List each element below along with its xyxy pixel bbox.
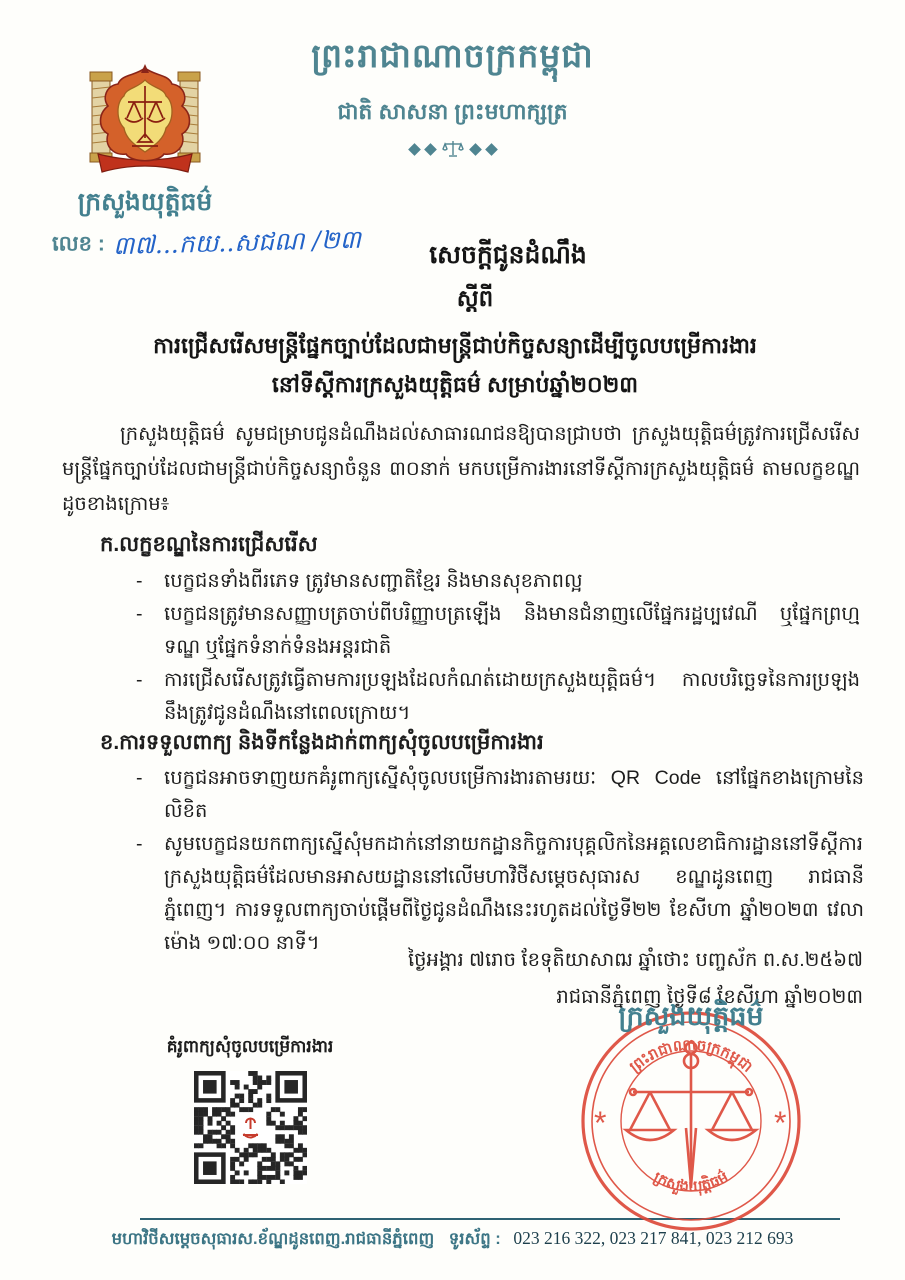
footer-address: មហាវិថីសម្តេចសុធារស.ខ័ណ្ឌដូនពេញ.រាជធានីភ្នំពេញ <box>111 1230 435 1248</box>
ornament-diamond-icon <box>408 143 421 156</box>
reference-label: លេខ : <box>52 232 105 256</box>
ornament-diamond-icon <box>469 143 482 156</box>
place-date-line: រាជធានីភ្នំពេញ ថ្ងៃទី៨ ខែសីហា ឆ្នាំ២០២៣ <box>556 986 863 1008</box>
document-title <box>60 240 850 400</box>
instruction-item: - សូមបេក្ខជនយកពាក្យស្នើសុំមកដាក់នៅនាយកដ្ឋានកិច្ចការបុគ្គលិកនៃអគ្គលេខាធិការដ្ឋាននៅទីស្តីការក្រសួងយុត្តិធម៌ដែលមានអាសយដ្ឋាននៅលើមហាវិថីសម្តេចសុធារស ខណ្ឌដូនពេញ រាជធានីភ្នំពេញ។ ការទទួលពាក្យចាប់ផ្តើមពីថ្ងៃជូនដំណឹងនេះរហូតដល់ថ្ងៃទី២២ ខែសីហា ឆ្នាំ២០២៣ វេលាម៉ោង ១៧:០០ នាទី។ <box>136 828 864 960</box>
ornament-scales-icon <box>442 140 464 158</box>
footer-phone-numbers: 023 216 322, 023 217 841, 023 212 693 <box>513 1228 794 1248</box>
section-a-heading: ក.លក្ខខណ្ឌនៃការជ្រើសរើស <box>100 533 318 556</box>
condition-item: - បេក្ខជនទាំងពីរភេទ ត្រូវមានសញ្ជាតិខ្មែរ និងមានសុខភាពល្អ <box>136 565 860 598</box>
section-a-bullet-list <box>136 565 860 730</box>
intro-paragraph: ក្រសួងយុត្តិធម៌ សូមជម្រាបជូនដំណឹងដល់សាធារណជនឱ្យបានជ្រាបថា ក្រសួងយុត្តិធម៌ត្រូវការជ្រើសរើសមន្ត្រីផ្នែកច្បាប់ដែលជាមន្ត្រីជាប់កិច្ចសន្យាចំនួន ៣០នាក់ មកបម្រើការងារនៅទីស្តីការក្រសួងយុត្តិធម៌ តាមលក្ខខណ្ឌដូចខាងក្រោម៖ <box>62 423 860 515</box>
ornament-diamond-icon <box>424 143 437 156</box>
bullet-dash: - <box>136 669 143 691</box>
section-b-bullet-list <box>136 762 864 960</box>
ministry-logo-block <box>68 62 222 223</box>
title-subject-line2: នៅទីស្តីការក្រសួងយុត្តិធម៌ សម្រាប់ឆ្នាំ២០២៣ <box>271 372 639 397</box>
ministry-of-justice-emblem-icon <box>78 62 212 178</box>
title-subject-line1: ការជ្រើសរើសមន្ត្រីផ្នែកច្បាប់ដែលជាមន្ត្រីជាប់កិច្ចសន្យាដើម្បីចូលបម្រើការងារ <box>153 333 757 358</box>
bullet-dash: - <box>136 833 143 855</box>
reference-number-handwritten: ៣៧...កយ..សជណ /២៣ <box>112 224 362 261</box>
stamp-star-right: * <box>774 1105 787 1141</box>
title-announcement: សេចក្តីជូនដំណឹង <box>429 241 587 269</box>
condition-item: - បេក្ខជនត្រូវមានសញ្ញាបត្រចាប់ពីបរិញ្ញាបត្រឡើង និងមានជំនាញលើផ្នែករដ្ឋប្បវេណី ឬផ្នែកព្រហ្មទណ្ឌ ឬផ្នែកទំនាក់ទំនងអន្តរជាតិ <box>136 598 860 664</box>
condition-item: - ការជ្រើសរើសត្រូវធ្វើតាមការប្រឡងដែលកំណត់ដោយក្រសួងយុត្តិធម៌។ កាលបរិច្ឆេទនៃការប្រឡងនឹងត្រូវជូនដំណឹងនៅពេលក្រោយ។ <box>136 664 860 730</box>
ministry-seal-stamp-icon <box>578 1008 804 1234</box>
section-b-heading: ខ.ការទទួលពាក្យ និងទីកន្លែងដាក់ពាក្យសុំចូលបម្រើការងារ <box>100 731 544 754</box>
kingdom-title: ព្រះរាជាណាចក្រកម្ពុជា <box>311 37 594 74</box>
stamp-ring-bottom-text: ក្រសួងយុត្តិធម៌ <box>650 1168 732 1196</box>
qr-code <box>194 1071 307 1184</box>
lunar-date-line: ថ្ងៃអង្គារ ៧រោច ខែទុតិយាសាឍ ឆ្នាំថោះ បញ្ចស័ក ព.ស.២៥៦៧ <box>407 949 863 971</box>
national-motto: ជាតិ សាសនា ព្រះមហាក្សត្រ <box>337 99 568 124</box>
qr-label: គំរូពាក្យសុំចូលបម្រើការងារ <box>166 1037 334 1056</box>
title-regarding: ស្តីពី <box>456 285 494 311</box>
bullet-dash: - <box>136 570 143 592</box>
qr-block <box>160 1036 340 1189</box>
instruction-item: - បេក្ខជនអាចទាញយកគំរូពាក្យស្នើសុំចូលបម្រើការងារតាមរយៈ QR Code នៅផ្នែកខាងក្រោមនៃលិខិត <box>136 762 864 828</box>
stamp-star-left: * <box>594 1105 607 1141</box>
stamp-ring-top-text: ព្រះរាជាណាចក្រកម្ពុជា <box>626 1036 756 1076</box>
bullet-dash: - <box>136 767 143 789</box>
ornament-diamond-icon <box>485 143 498 156</box>
footer-tel-label: ទូរស័ព្ទ : <box>448 1230 501 1248</box>
ministry-name-label: ក្រសួងយុត្តិធម៌ <box>77 188 213 216</box>
signer-ministry-name: ក្រសួងយុត្តិធម៌ <box>618 1001 764 1031</box>
bullet-dash: - <box>136 603 143 625</box>
